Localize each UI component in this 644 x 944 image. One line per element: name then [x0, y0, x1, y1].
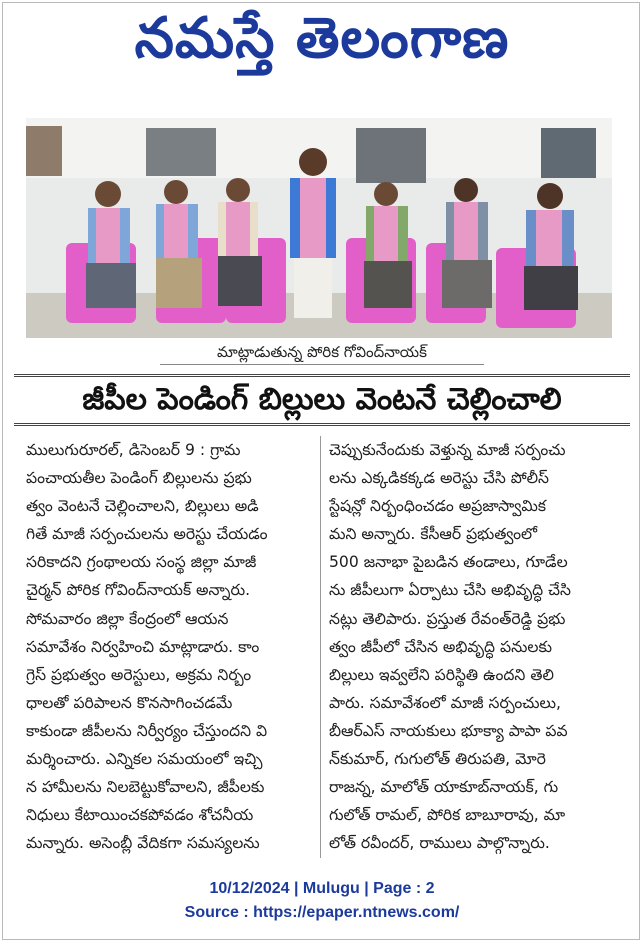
group-photo-illustration: [26, 118, 612, 338]
article-line: పంచాయతీల పెండింగ్ బిల్లులను ప్రభు: [26, 469, 252, 488]
edition-date-page: 10/12/2024 | Mulugu | Page : 2: [209, 880, 435, 897]
article-line: లోత్ రవీందర్, రాములు పాల్గొన్నారు.: [329, 834, 550, 853]
article-line: సోమవారం జిల్లా కేంద్రంలో ఆయన: [26, 609, 229, 628]
article-line: మని అన్నారు. కేసీఆర్ ప్రభుత్వంలో: [329, 525, 538, 544]
news-photo: [26, 118, 612, 338]
article-line: కాకుండా జీపీలను నిర్వీర్యం చేస్తుందని వి: [26, 721, 268, 740]
article-line: త్వం జీపీలో చేసిన అభివృద్ధి పనులకు: [329, 637, 553, 656]
article-line: న్‌కుమార్, గుగులోత్ తిరుపతి, మోరె: [329, 750, 546, 769]
article-line: లను ఎక్కడికక్కడ అరెస్టు చేసి పోలీస్: [329, 469, 549, 488]
article-line: త్వం వెంటనే చెల్లించాలని, బిల్లులు అడి: [26, 497, 259, 516]
article-line: ధాలతో పరిపాలన కొనసాగించడమే: [26, 693, 233, 712]
window-icon: [541, 128, 596, 178]
article-line: చైర్మన్ పోరిక గోవింద్‌నాయక్ అన్నారు.: [26, 581, 251, 600]
article-line: పారు. సమావేశంలో మాజీ సర్పంచులు,: [329, 693, 561, 712]
article-line: మన్నారు. అసెంబ్లీ వేదికగా సమస్యలను: [26, 834, 260, 853]
article-line: చెప్పుకునేందుకు వెళ్తున్న మాజీ సర్పంచు: [329, 441, 566, 459]
article-column-right: [320, 436, 615, 858]
article-line: గితే మాజీ సర్పంచులను అరెస్టు చేయడం: [26, 525, 268, 544]
poster-icon: [26, 126, 62, 176]
article-line: రాజన్న, మాలోత్ యాకూబ్‌నాయక్, గు: [329, 778, 559, 797]
article-line: మర్శించారు. ఎన్నికల సమయంలో ఇచ్చి: [26, 750, 263, 769]
article-line: నట్లు తెలిపారు. ప్రస్తుత రేవంత్‌రెడ్డి ప్రభు: [329, 609, 566, 628]
article-line: ములుగురూరల్, డిసెంబర్ 9 : గ్రామ: [26, 441, 241, 459]
article-line: సమావేశం నిర్వహించి మాట్లాడారు. కాం: [26, 637, 260, 656]
article-line: నిధులు కేటాయించకపోవడం శోచనీయ: [26, 806, 254, 825]
window-icon: [146, 128, 216, 176]
article-line: ను జీపీలుగా ఏర్పాటు చేసి అభివృద్ధి చేసి: [329, 581, 571, 600]
article-line: స్టేషన్లో నిర్బంధించడం అప్రజాస్వామిక: [329, 497, 547, 516]
photo-caption: మాట్లాడుతున్న పోరిక గోవింద్‌నాయక్: [160, 340, 484, 365]
source-link[interactable]: Source : https://epaper.ntnews.com/: [184, 904, 460, 921]
article-line: గ్రెస్ ప్రభుత్వం అరెస్టులు, అక్రమ నిర్బం: [26, 665, 252, 684]
article-line: గులోత్ రామల్, పోరిక బాబూరావు, మా: [329, 806, 566, 825]
window-icon: [356, 128, 426, 183]
article-line: 500 జనాభా పైబడిన తండాలు, గూడేల: [329, 553, 568, 572]
newspaper-masthead: నమస్తే తెలంగాణ: [134, 6, 510, 71]
masthead-rule: [160, 92, 490, 102]
article-headline: జీపీల పెండింగ్ బిల్లులు వెంటనే చెల్లించాలి: [14, 374, 630, 426]
article-line: న హామీలను నిలబెట్టుకోవాలని, జీపీలకు: [26, 778, 265, 797]
article-line: బీఆర్ఎస్ నాయకులు భూక్యా పాపా పవ: [329, 721, 568, 740]
article-line: సరికాదని గ్రంథాలయ సంస్థ జిల్లా మాజీ: [26, 553, 257, 572]
article-column-left: [26, 436, 316, 858]
article-line: బిల్లులు ఇవ్వలేని పరిస్థితి ఉందని తెలి: [329, 665, 554, 684]
